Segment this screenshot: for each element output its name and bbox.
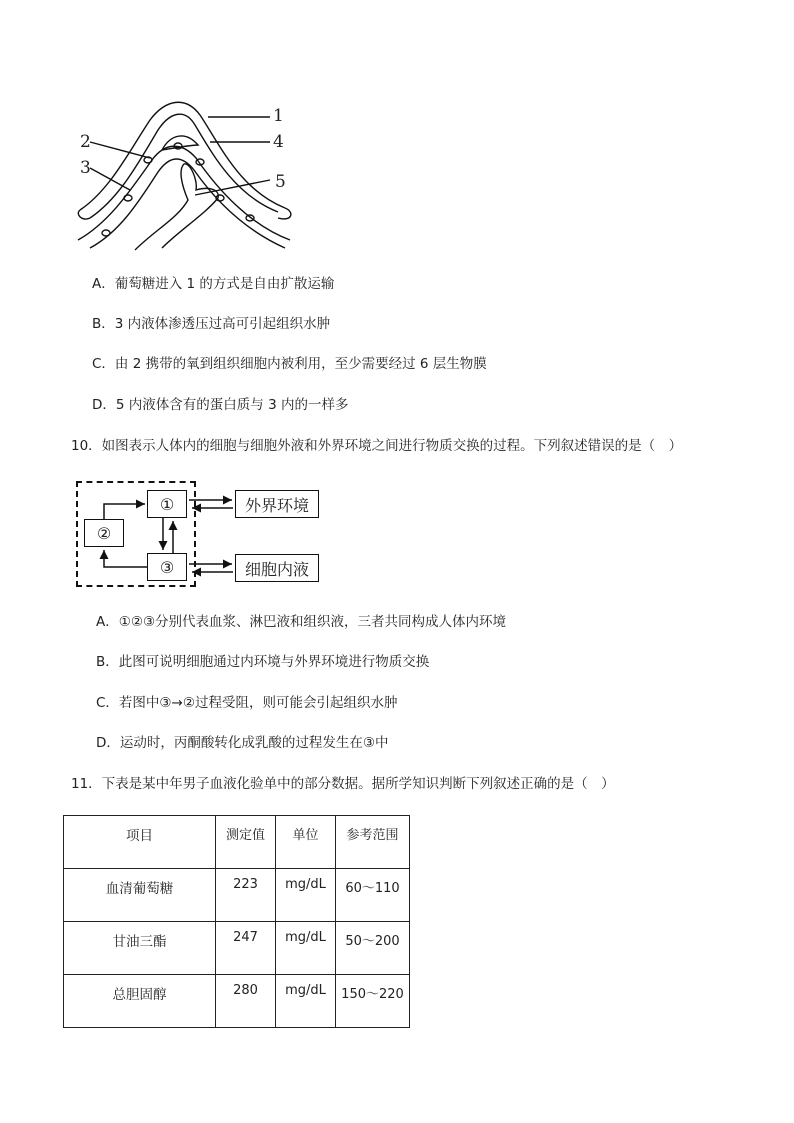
q11-stem: 11．下表是某中年男子血液化验单中的部分数据。据所学知识判断下列叙述正确的是（ ） <box>71 776 615 792</box>
box-2: ② <box>84 519 124 547</box>
box-3: ③ <box>147 553 187 581</box>
label-5: 5 <box>275 172 286 192</box>
header-value: 测定值 <box>216 816 276 869</box>
cell-item: 血清葡萄糖 <box>64 869 216 922</box>
q10-option-a[interactable]: A．①②③分别代表血浆、淋巴液和组织液，三者共同构成人体内环境 <box>96 614 507 630</box>
q10-option-b[interactable]: B．此图可说明细胞通过内环境与外界环境进行物质交换 <box>96 654 430 670</box>
cell-range: 150～220 <box>336 975 410 1028</box>
table-row <box>64 975 410 1028</box>
cell-value: 280 <box>216 975 276 1028</box>
q9-option-d[interactable]: D．5 内液体含有的蛋白质与 3 内的一样多 <box>92 397 349 413</box>
q9-option-b[interactable]: B．3 内液体渗透压过高可引起组织水肿 <box>92 316 331 332</box>
label-2: 2 <box>80 132 91 152</box>
cell-unit: mg/dL <box>276 922 336 975</box>
table-row <box>64 922 410 975</box>
cell-item: 总胆固醇 <box>64 975 216 1028</box>
header-unit: 单位 <box>276 816 336 869</box>
cell-unit: mg/dL <box>276 975 336 1028</box>
q10-option-d[interactable]: D．运动时，丙酮酸转化成乳酸的过程发生在③中 <box>96 735 389 751</box>
box-1: ① <box>147 490 187 518</box>
q9-option-c[interactable]: C．由 2 携带的氧到组织细胞内被利用，至少需要经过 6 层生物膜 <box>92 356 487 372</box>
q9-option-a[interactable]: A．葡萄糖进入 1 的方式是自由扩散运输 <box>92 276 335 292</box>
cell-item: 甘油三酯 <box>64 922 216 975</box>
cell-range: 50～200 <box>336 922 410 975</box>
cell-unit: mg/dL <box>276 869 336 922</box>
q10-option-c[interactable]: C．若图中③→②过程受阻，则可能会引起组织水肿 <box>96 695 398 711</box>
table-row <box>64 869 410 922</box>
label-1: 1 <box>273 106 284 126</box>
q10-stem: 10．如图表示人体内的细胞与细胞外液和外界环境之间进行物质交换的过程。下列叙述错误的是（ ） <box>71 438 683 454</box>
label-3: 3 <box>80 158 91 178</box>
cell-value: 223 <box>216 869 276 922</box>
table-header-row <box>64 816 410 869</box>
label-4: 4 <box>273 132 284 152</box>
cell-value: 247 <box>216 922 276 975</box>
blood-test-table <box>63 815 410 1028</box>
cell-range: 60～110 <box>336 869 410 922</box>
header-range: 参考范围 <box>336 816 410 869</box>
outside-environment-box: 外界环境 <box>235 490 319 518</box>
intracellular-fluid-box: 细胞内液 <box>235 554 319 582</box>
header-item: 项目 <box>64 816 216 869</box>
